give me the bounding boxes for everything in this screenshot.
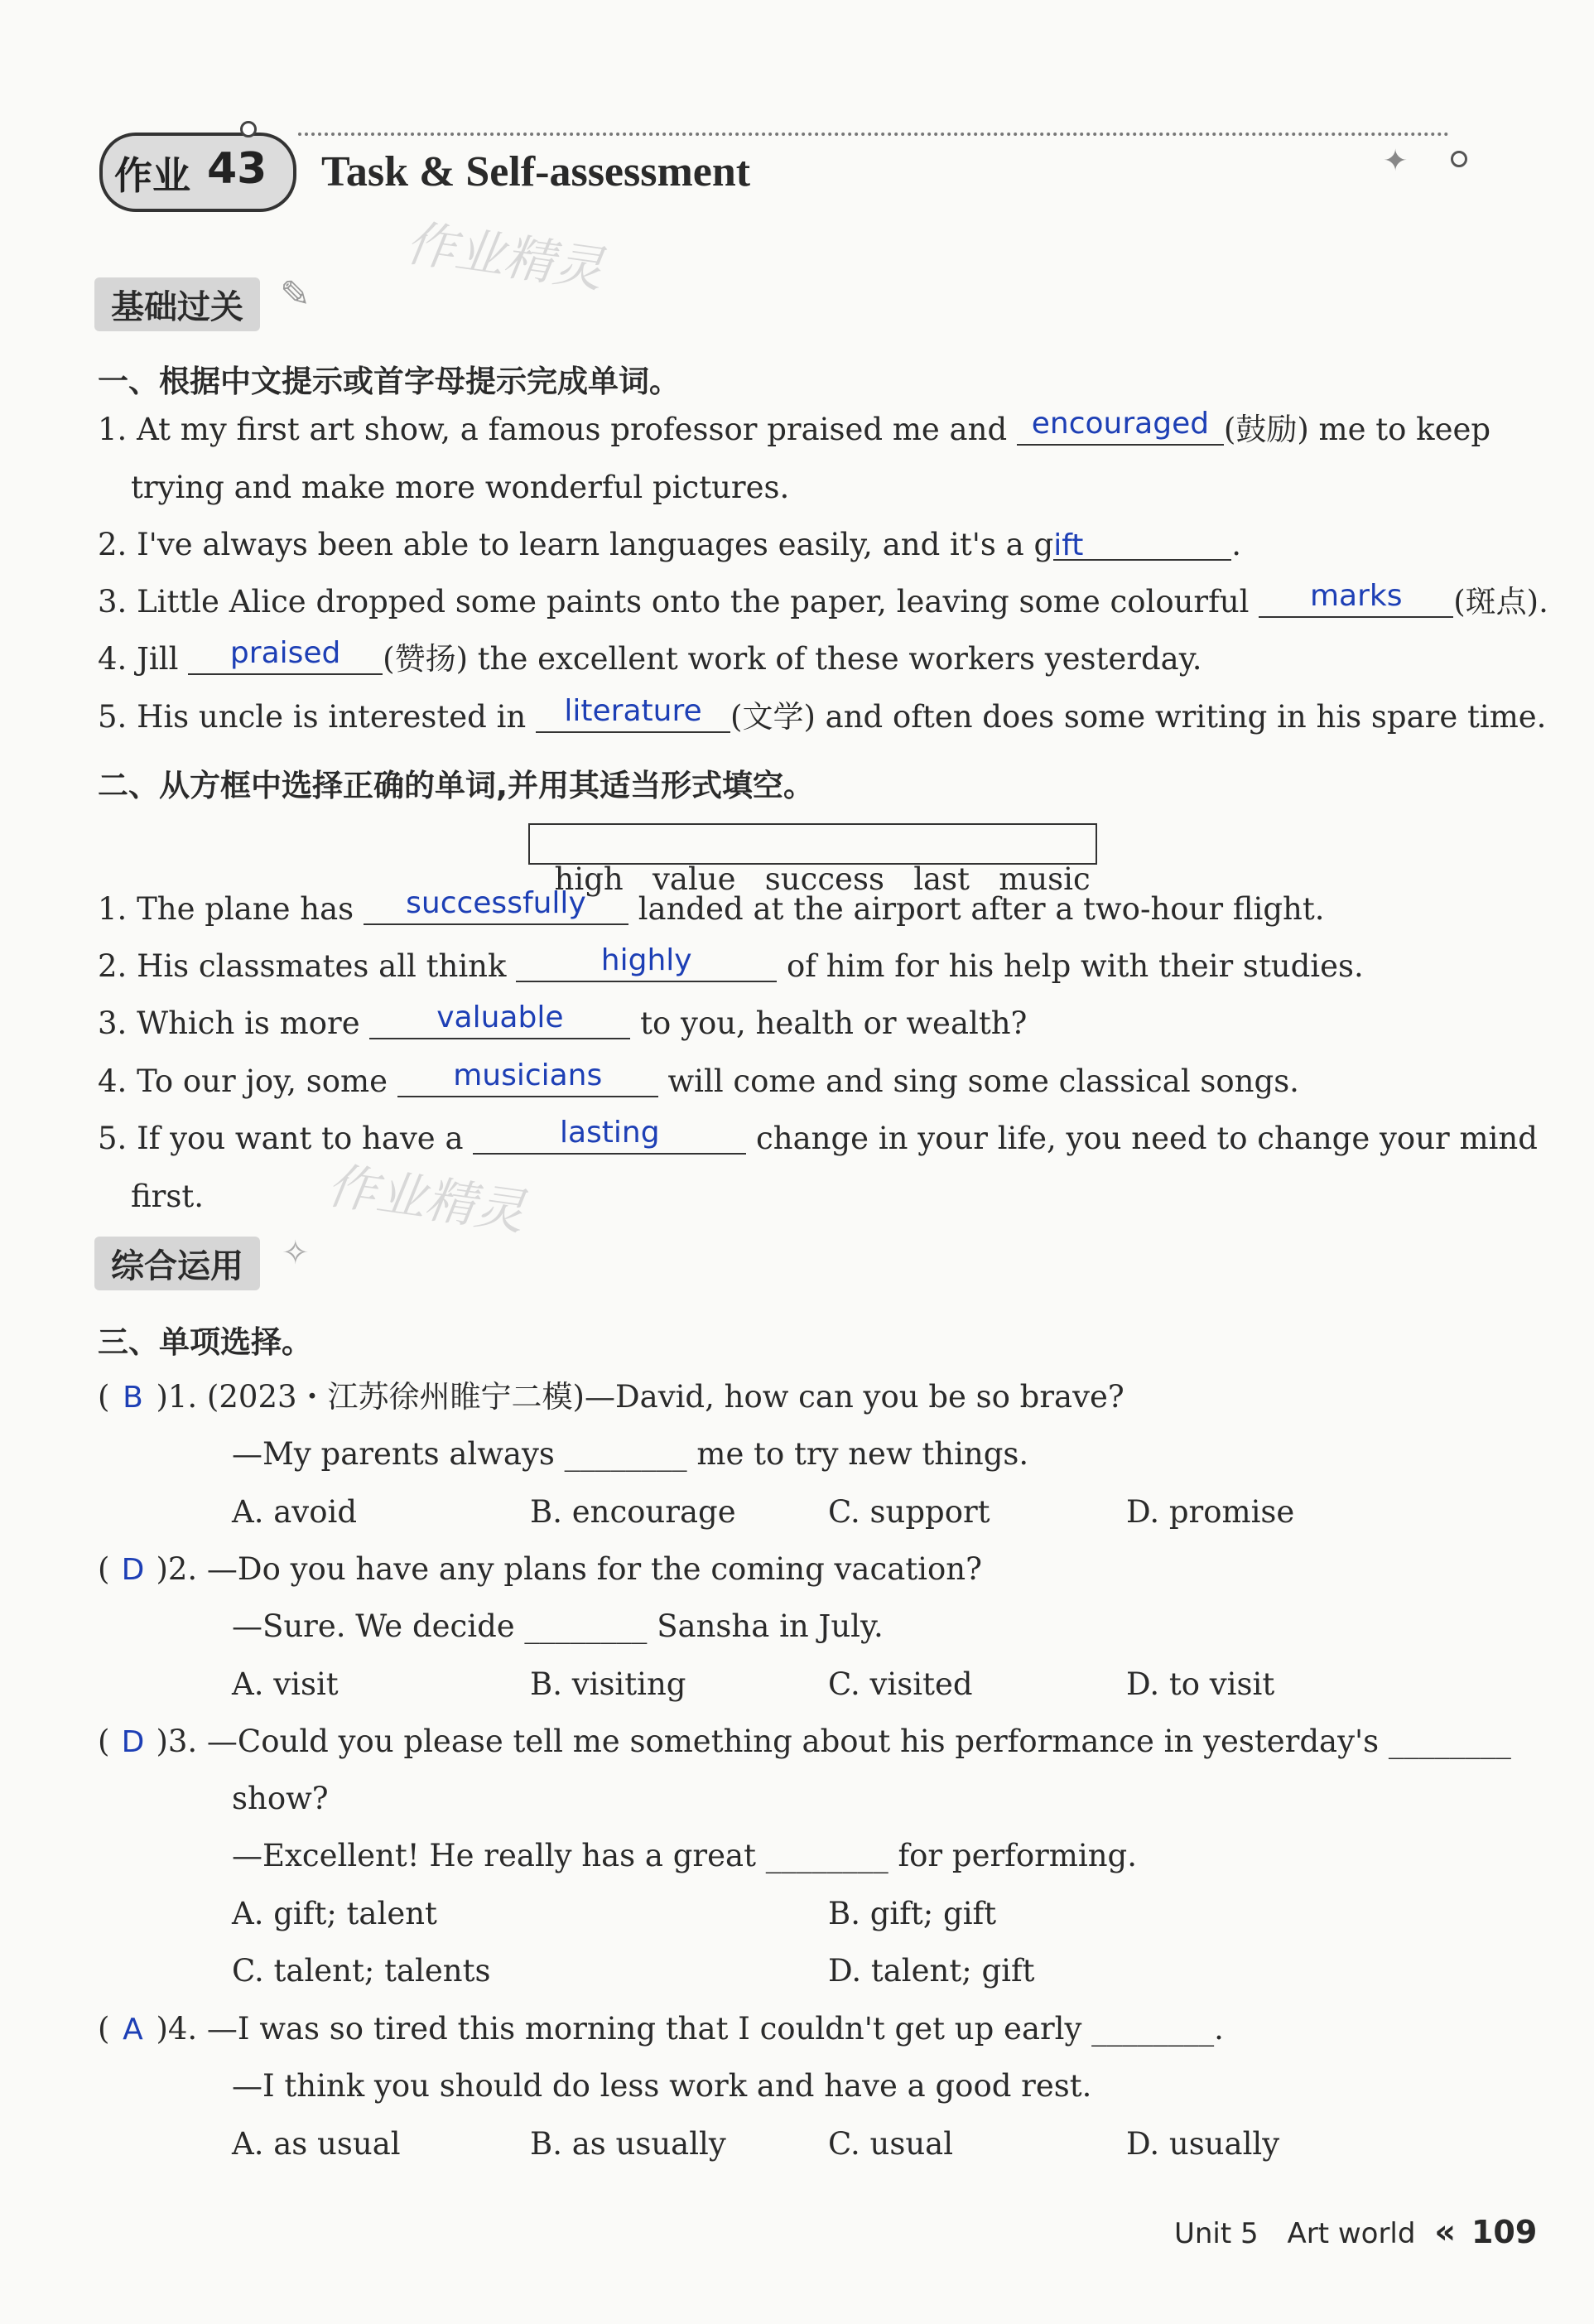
option: C. support [828,1494,990,1530]
watermark: 作业精灵 [402,214,608,300]
part-heading: 三、单项选择。 [98,1324,312,1360]
watermark: 作业精灵 [323,1156,529,1242]
footer-unit: Unit 5 [1174,2217,1259,2250]
mcq-line2: —Sure. We decide ________ Sansha in July. [232,1608,884,1644]
word-box: high value success last music [528,823,1097,865]
mcq-stem: ( A )4. —I was so tired this morning that I couldn't get up early ________. [98,2010,1224,2049]
section-label-text: 基础过关 [111,288,243,326]
question-line: 2. His classmates all think highly of him for his help with their studies. [98,943,1364,984]
chevron-left-icon: « [1434,2213,1457,2251]
section-label-comprehensive [94,1237,260,1290]
question-line: 3. Little Alice dropped some paints onto the paper, leaving some colourful marks (斑点). [98,579,1548,620]
option: D. usually [1126,2126,1280,2162]
option: A. gift; talent [232,1896,437,1931]
question-line: 4. To our joy, some musicians will come and sing some classical songs. [98,1058,1299,1099]
footer [1174,2213,1537,2251]
circle-icon [1451,151,1467,167]
question-line-cont: trying and make more wonderful pictures. [131,470,790,505]
answer-blank: lasting [473,1120,746,1155]
part-heading: 一、根据中文提示或首字母提示完成单词。 [98,364,680,399]
mcq-answer: B [123,1381,143,1415]
option: C. usual [828,2126,954,2162]
answer-blank: musicians [397,1063,658,1097]
option: B. as usually [530,2126,726,2162]
option: C. talent; talents [232,1953,491,1989]
section-label-text: 综合运用 [111,1247,243,1285]
mcq-answer: D [121,1725,145,1759]
option: B. encourage [530,1494,736,1530]
header [91,124,1482,224]
question-line: 1. At my first art show, a famous professor praised me and encouraged (鼓励) me to keep [98,407,1491,447]
option: C. visited [828,1666,973,1702]
option: D. promise [1126,1494,1295,1530]
answer-blank: literature [536,698,730,733]
mcq-stem: ( D )2. —Do you have any plans for the coming vacation? [98,1550,982,1589]
answer-blank: ift [1053,526,1231,561]
mcq-stem: ( B )1. (2023・江苏徐州睢宁二模)—David, how can you be so brave? [98,1378,1124,1417]
question-line: 3. Which is more valuable to you, health or wealth? [98,1000,1028,1041]
sparkle-icon: ✧ [282,1234,310,1272]
mcq-stem: ( D )3. —Could you please tell me something about his performance in yesterday's ________ [98,1723,1511,1762]
question-line: 1. The plane has successfully landed at the airport after a two-hour flight. [98,886,1325,927]
badge-dot-icon [240,121,257,137]
question-line: 4. Jill praised (赞扬) the excellent work of these workers yesterday. [98,636,1202,677]
mcq-line2: —Excellent! He really has a great ________ for performing. [232,1838,1137,1873]
option: D. to visit [1126,1666,1275,1702]
question-line-cont: first. [131,1179,204,1214]
option: A. avoid [232,1494,357,1530]
page-title: Task & Self-assessment [321,148,751,195]
mcq-line2: —My parents always ________ me to try new things. [232,1436,1029,1472]
option: B. gift; gift [828,1896,997,1931]
footer-topic: Art world [1287,2217,1416,2250]
mcq-answer: A [123,2013,143,2047]
answer-blank: encouraged [1017,411,1224,446]
answer-blank: highly [516,947,777,982]
header-dotted-line [298,133,1449,136]
question-line: 2. I've always been able to learn languages easily, and it's a gift . [98,527,1241,562]
mcq-line2: —I think you should do less work and have a good rest. [232,2068,1092,2104]
answer-blank: successfully [364,890,628,925]
title-badge-number: 43 [207,144,267,194]
question-line: 5. If you want to have a lasting change in your life, you need to change your mind [98,1116,1538,1156]
mcq-stem-cont: show? [232,1781,329,1816]
answer-blank: valuable [369,1005,630,1039]
sparkle-icon: ✦ [1383,144,1409,178]
page-number: 109 [1471,2214,1538,2250]
option: B. visiting [530,1666,686,1702]
option: A. visit [232,1666,339,1702]
part-heading: 二、从方框中选择正确的单词,并用其适当形式填空。 [98,768,815,803]
option: D. talent; gift [828,1953,1035,1989]
answer-blank: praised [188,640,383,675]
title-badge-prefix: 作业 [114,153,190,198]
option: A. as usual [232,2126,401,2162]
section-label-basic [94,277,260,331]
question-line: 5. His uncle is interested in literature (文学) and often does some writing in his spare time. [98,694,1547,735]
answer-blank: marks [1259,583,1453,618]
pencil-icon: ✎ [280,273,311,316]
mcq-answer: D [121,1553,145,1587]
